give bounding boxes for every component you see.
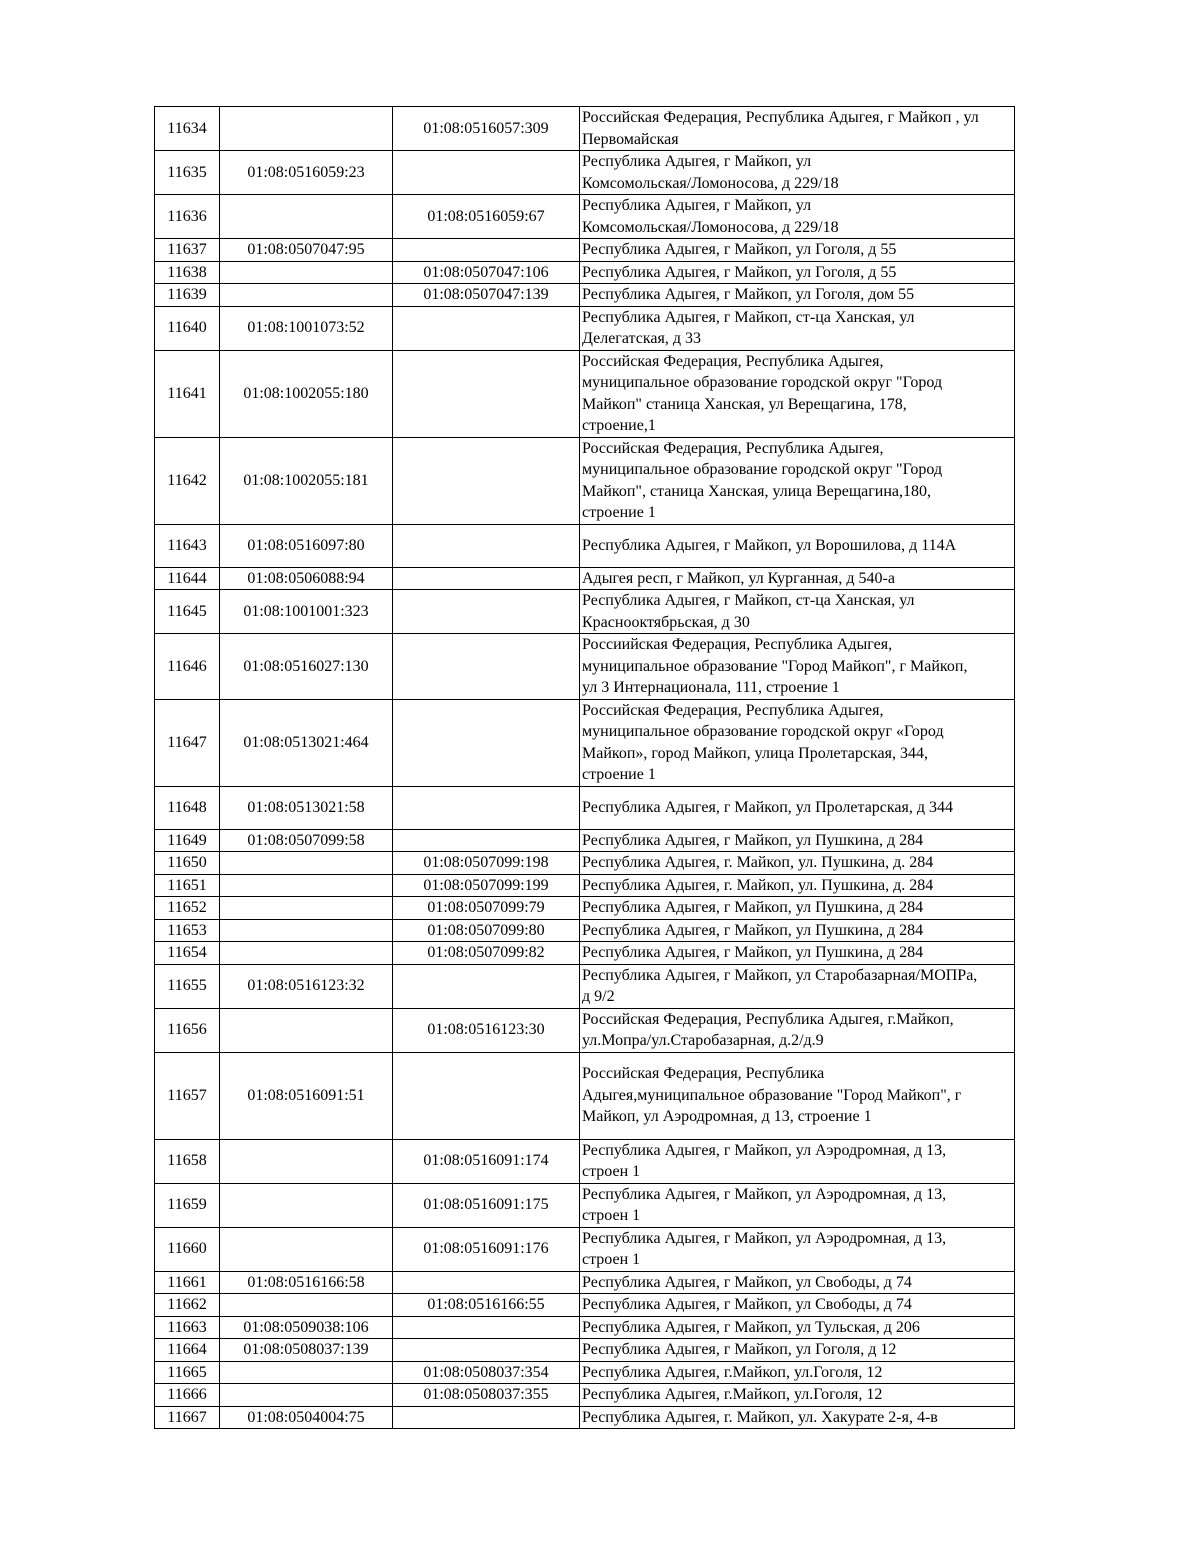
- row-number-cell: 11661: [155, 1271, 220, 1294]
- address-cell: Российская Федерация, Республика Адыгея, муниципальное образование городской округ "Город Майкоп", станица Ханская, улица Верещагина,180, строение 1: [580, 437, 1015, 524]
- parcel-cadastral-number-cell: [220, 874, 393, 897]
- object-cadastral-number-cell: 01:08:0508037:354: [393, 1361, 580, 1384]
- address-cell: Российская Федерация, Республика Адыгея, г Майкоп , ул Первомайская: [580, 107, 1015, 151]
- parcel-cadastral-number-cell: 01:08:0516059:23: [220, 151, 393, 195]
- parcel-cadastral-number-cell: 01:08:0516097:80: [220, 524, 393, 567]
- address-cell: Республика Адыгея, г Майкоп, ул Пушкина, д 284: [580, 919, 1015, 942]
- row-number-cell: 11640: [155, 306, 220, 350]
- object-cadastral-number-cell: [393, 151, 580, 195]
- table-row: [155, 1271, 1015, 1294]
- parcel-cadastral-number-cell: 01:08:1001073:52: [220, 306, 393, 350]
- parcel-cadastral-number-cell: 01:08:0513021:464: [220, 699, 393, 786]
- table-row: [155, 107, 1015, 151]
- address-cell: Республика Адыгея, г Майкоп, ул Свободы, д 74: [580, 1294, 1015, 1317]
- table-row: [155, 1052, 1015, 1139]
- parcel-cadastral-number-cell: 01:08:1001001:323: [220, 590, 393, 634]
- address-cell: Республика Адыгея, г Майкоп, ул Аэродромная, д 13, строен 1: [580, 1227, 1015, 1271]
- object-cadastral-number-cell: 01:08:0507099:82: [393, 942, 580, 965]
- address-cell: Адыгея респ, г Майкоп, ул Курганная, д 540-а: [580, 567, 1015, 590]
- address-cell: Республика Адыгея, г. Майкоп, ул. Пушкина, д. 284: [580, 874, 1015, 897]
- parcel-cadastral-number-cell: 01:08:0516091:51: [220, 1052, 393, 1139]
- parcel-cadastral-number-cell: [220, 107, 393, 151]
- address-cell: Республика Адыгея, г Майкоп, ул Аэродромная, д 13, строен 1: [580, 1183, 1015, 1227]
- address-cell: Россиийская Федерация, Республика Адыгея, муниципальное образование "Город Майкоп", г Майкоп, ул 3 Интернационала, 111, строение 1: [580, 634, 1015, 700]
- address-cell: Республика Адыгея, г Майкоп, ул Старобазарная/МОПРа, д 9/2: [580, 964, 1015, 1008]
- table-row: [155, 524, 1015, 567]
- parcel-cadastral-number-cell: [220, 1294, 393, 1317]
- address-cell: Российская Федерация, Республика Адыгея, г.Майкоп, ул.Мопра/ул.Старобазарная, д.2/д.9: [580, 1008, 1015, 1052]
- object-cadastral-number-cell: [393, 590, 580, 634]
- parcel-cadastral-number-cell: [220, 919, 393, 942]
- object-cadastral-number-cell: [393, 567, 580, 590]
- address-cell: Республика Адыгея, г. Майкоп, ул. Пушкина, д. 284: [580, 852, 1015, 875]
- row-number-cell: 11656: [155, 1008, 220, 1052]
- object-cadastral-number-cell: [393, 1406, 580, 1429]
- parcel-cadastral-number-cell: 01:08:0516166:58: [220, 1271, 393, 1294]
- address-cell: Республика Адыгея, г Майкоп, ул Пролетарская, д 344: [580, 786, 1015, 829]
- parcel-cadastral-number-cell: [220, 261, 393, 284]
- parcel-cadastral-number-cell: [220, 1361, 393, 1384]
- table-row: [155, 786, 1015, 829]
- parcel-cadastral-number-cell: [220, 1139, 393, 1183]
- address-cell: Республика Адыгея, г Майкоп, ул Пушкина, д 284: [580, 897, 1015, 920]
- parcel-cadastral-number-cell: [220, 1183, 393, 1227]
- registry-table-body: [155, 107, 1015, 1429]
- object-cadastral-number-cell: 01:08:0507099:198: [393, 852, 580, 875]
- object-cadastral-number-cell: 01:08:0516091:174: [393, 1139, 580, 1183]
- address-cell: Российская Федерация, Республика Адыгея, муниципальное образование городской округ "Город Майкоп" станица Ханская, ул Верещагина, 178, строение,1: [580, 350, 1015, 437]
- row-number-cell: 11664: [155, 1339, 220, 1362]
- table-row: [155, 942, 1015, 965]
- table-row: [155, 261, 1015, 284]
- object-cadastral-number-cell: 01:08:0516091:176: [393, 1227, 580, 1271]
- table-row: [155, 1361, 1015, 1384]
- row-number-cell: 11662: [155, 1294, 220, 1317]
- address-cell: Республика Адыгея, г Майкоп, ул Гоголя, дом 55: [580, 284, 1015, 307]
- row-number-cell: 11665: [155, 1361, 220, 1384]
- object-cadastral-number-cell: [393, 1316, 580, 1339]
- object-cadastral-number-cell: [393, 634, 580, 700]
- registry-table: [154, 106, 1015, 1429]
- row-number-cell: 11652: [155, 897, 220, 920]
- address-cell: Республика Адыгея, г Майкоп, ул Тульская, д 206: [580, 1316, 1015, 1339]
- parcel-cadastral-number-cell: 01:08:0508037:139: [220, 1339, 393, 1362]
- row-number-cell: 11657: [155, 1052, 220, 1139]
- table-row: [155, 1139, 1015, 1183]
- parcel-cadastral-number-cell: 01:08:0513021:58: [220, 786, 393, 829]
- row-number-cell: 11658: [155, 1139, 220, 1183]
- table-row: [155, 919, 1015, 942]
- object-cadastral-number-cell: 01:08:0508037:355: [393, 1384, 580, 1407]
- row-number-cell: 11667: [155, 1406, 220, 1429]
- parcel-cadastral-number-cell: 01:08:0509038:106: [220, 1316, 393, 1339]
- table-row: [155, 1227, 1015, 1271]
- table-row: [155, 1183, 1015, 1227]
- object-cadastral-number-cell: [393, 699, 580, 786]
- object-cadastral-number-cell: 01:08:0507047:106: [393, 261, 580, 284]
- row-number-cell: 11649: [155, 829, 220, 852]
- row-number-cell: 11645: [155, 590, 220, 634]
- row-number-cell: 11635: [155, 151, 220, 195]
- parcel-cadastral-number-cell: [220, 852, 393, 875]
- parcel-cadastral-number-cell: 01:08:0507047:95: [220, 239, 393, 262]
- object-cadastral-number-cell: 01:08:0516059:67: [393, 195, 580, 239]
- table-row: [155, 699, 1015, 786]
- address-cell: Республика Адыгея, г Майкоп, ул Аэродромная, д 13, строен 1: [580, 1139, 1015, 1183]
- object-cadastral-number-cell: [393, 350, 580, 437]
- object-cadastral-number-cell: 01:08:0507047:139: [393, 284, 580, 307]
- address-cell: Республика Адыгея, г Майкоп, ул Комсомольская/Ломоносова, д 229/18: [580, 195, 1015, 239]
- object-cadastral-number-cell: [393, 306, 580, 350]
- parcel-cadastral-number-cell: [220, 897, 393, 920]
- table-row: [155, 897, 1015, 920]
- object-cadastral-number-cell: [393, 964, 580, 1008]
- parcel-cadastral-number-cell: 01:08:0507099:58: [220, 829, 393, 852]
- row-number-cell: 11639: [155, 284, 220, 307]
- row-number-cell: 11644: [155, 567, 220, 590]
- row-number-cell: 11637: [155, 239, 220, 262]
- object-cadastral-number-cell: [393, 1271, 580, 1294]
- table-row: [155, 964, 1015, 1008]
- table-row: [155, 874, 1015, 897]
- table-row: [155, 151, 1015, 195]
- row-number-cell: 11646: [155, 634, 220, 700]
- parcel-cadastral-number-cell: 01:08:1002055:181: [220, 437, 393, 524]
- row-number-cell: 11660: [155, 1227, 220, 1271]
- object-cadastral-number-cell: 01:08:0516123:30: [393, 1008, 580, 1052]
- address-cell: Республика Адыгея, г.Майкоп, ул.Гоголя, 12: [580, 1361, 1015, 1384]
- object-cadastral-number-cell: [393, 524, 580, 567]
- address-cell: Республика Адыгея, г Майкоп, ст-ца Ханская, ул Делегатская, д 33: [580, 306, 1015, 350]
- table-row: [155, 852, 1015, 875]
- object-cadastral-number-cell: [393, 1339, 580, 1362]
- object-cadastral-number-cell: [393, 829, 580, 852]
- address-cell: Республика Адыгея, г. Майкоп, ул. Хакурате 2-я, 4-в: [580, 1406, 1015, 1429]
- parcel-cadastral-number-cell: [220, 1008, 393, 1052]
- address-cell: Республика Адыгея, г Майкоп, ул Гоголя, д 55: [580, 261, 1015, 284]
- parcel-cadastral-number-cell: 01:08:0516123:32: [220, 964, 393, 1008]
- address-cell: Российская Федерация, Республика Адыгея,муниципальное образование "Город Майкоп", г Майкоп, ул Аэродромная, д 13, строение 1: [580, 1052, 1015, 1139]
- row-number-cell: 11651: [155, 874, 220, 897]
- table-row: [155, 634, 1015, 700]
- object-cadastral-number-cell: 01:08:0516091:175: [393, 1183, 580, 1227]
- object-cadastral-number-cell: [393, 437, 580, 524]
- address-cell: Республика Адыгея, г.Майкоп, ул.Гоголя, 12: [580, 1384, 1015, 1407]
- row-number-cell: 11663: [155, 1316, 220, 1339]
- table-row: [155, 195, 1015, 239]
- row-number-cell: 11648: [155, 786, 220, 829]
- object-cadastral-number-cell: 01:08:0516166:55: [393, 1294, 580, 1317]
- row-number-cell: 11636: [155, 195, 220, 239]
- table-row: [155, 1339, 1015, 1362]
- table-row: [155, 437, 1015, 524]
- parcel-cadastral-number-cell: 01:08:0504004:75: [220, 1406, 393, 1429]
- address-cell: Республика Адыгея, г Майкоп, ул Пушкина, д 284: [580, 829, 1015, 852]
- object-cadastral-number-cell: 01:08:0507099:80: [393, 919, 580, 942]
- table-row: [155, 1406, 1015, 1429]
- address-cell: Республика Адыгея, г Майкоп, ул Пушкина, д 284: [580, 942, 1015, 965]
- row-number-cell: 11643: [155, 524, 220, 567]
- address-cell: Республика Адыгея, г Майкоп, ул Ворошилова, д 114А: [580, 524, 1015, 567]
- address-cell: Республика Адыгея, г Майкоп, ул Свободы, д 74: [580, 1271, 1015, 1294]
- row-number-cell: 11653: [155, 919, 220, 942]
- object-cadastral-number-cell: [393, 239, 580, 262]
- table-row: [155, 350, 1015, 437]
- row-number-cell: 11666: [155, 1384, 220, 1407]
- table-row: [155, 567, 1015, 590]
- object-cadastral-number-cell: 01:08:0507099:79: [393, 897, 580, 920]
- table-row: [155, 306, 1015, 350]
- row-number-cell: 11641: [155, 350, 220, 437]
- parcel-cadastral-number-cell: 01:08:0516027:130: [220, 634, 393, 700]
- row-number-cell: 11642: [155, 437, 220, 524]
- parcel-cadastral-number-cell: [220, 942, 393, 965]
- table-row: [155, 284, 1015, 307]
- table-row: [155, 1316, 1015, 1339]
- parcel-cadastral-number-cell: [220, 1384, 393, 1407]
- parcel-cadastral-number-cell: [220, 284, 393, 307]
- address-cell: Республика Адыгея, г Майкоп, ст-ца Ханская, ул Краснооктябрьская, д 30: [580, 590, 1015, 634]
- row-number-cell: 11650: [155, 852, 220, 875]
- row-number-cell: 11659: [155, 1183, 220, 1227]
- table-row: [155, 829, 1015, 852]
- object-cadastral-number-cell: 01:08:0516057:309: [393, 107, 580, 151]
- table-row: [155, 1008, 1015, 1052]
- row-number-cell: 11638: [155, 261, 220, 284]
- parcel-cadastral-number-cell: [220, 1227, 393, 1271]
- table-row: [155, 1294, 1015, 1317]
- table-row: [155, 590, 1015, 634]
- address-cell: Республика Адыгея, г Майкоп, ул Гоголя, д 12: [580, 1339, 1015, 1362]
- address-cell: Республика Адыгея, г Майкоп, ул Гоголя, д 55: [580, 239, 1015, 262]
- row-number-cell: 11634: [155, 107, 220, 151]
- address-cell: Республика Адыгея, г Майкоп, ул Комсомольская/Ломоносова, д 229/18: [580, 151, 1015, 195]
- object-cadastral-number-cell: 01:08:0507099:199: [393, 874, 580, 897]
- object-cadastral-number-cell: [393, 1052, 580, 1139]
- row-number-cell: 11647: [155, 699, 220, 786]
- parcel-cadastral-number-cell: [220, 195, 393, 239]
- address-cell: Российская Федерация, Республика Адыгея, муниципальное образование городской округ «Город Майкоп», город Майкоп, улица Пролетарская, 344, строение 1: [580, 699, 1015, 786]
- parcel-cadastral-number-cell: 01:08:0506088:94: [220, 567, 393, 590]
- row-number-cell: 11655: [155, 964, 220, 1008]
- parcel-cadastral-number-cell: 01:08:1002055:180: [220, 350, 393, 437]
- table-row: [155, 239, 1015, 262]
- table-row: [155, 1384, 1015, 1407]
- row-number-cell: 11654: [155, 942, 220, 965]
- object-cadastral-number-cell: [393, 786, 580, 829]
